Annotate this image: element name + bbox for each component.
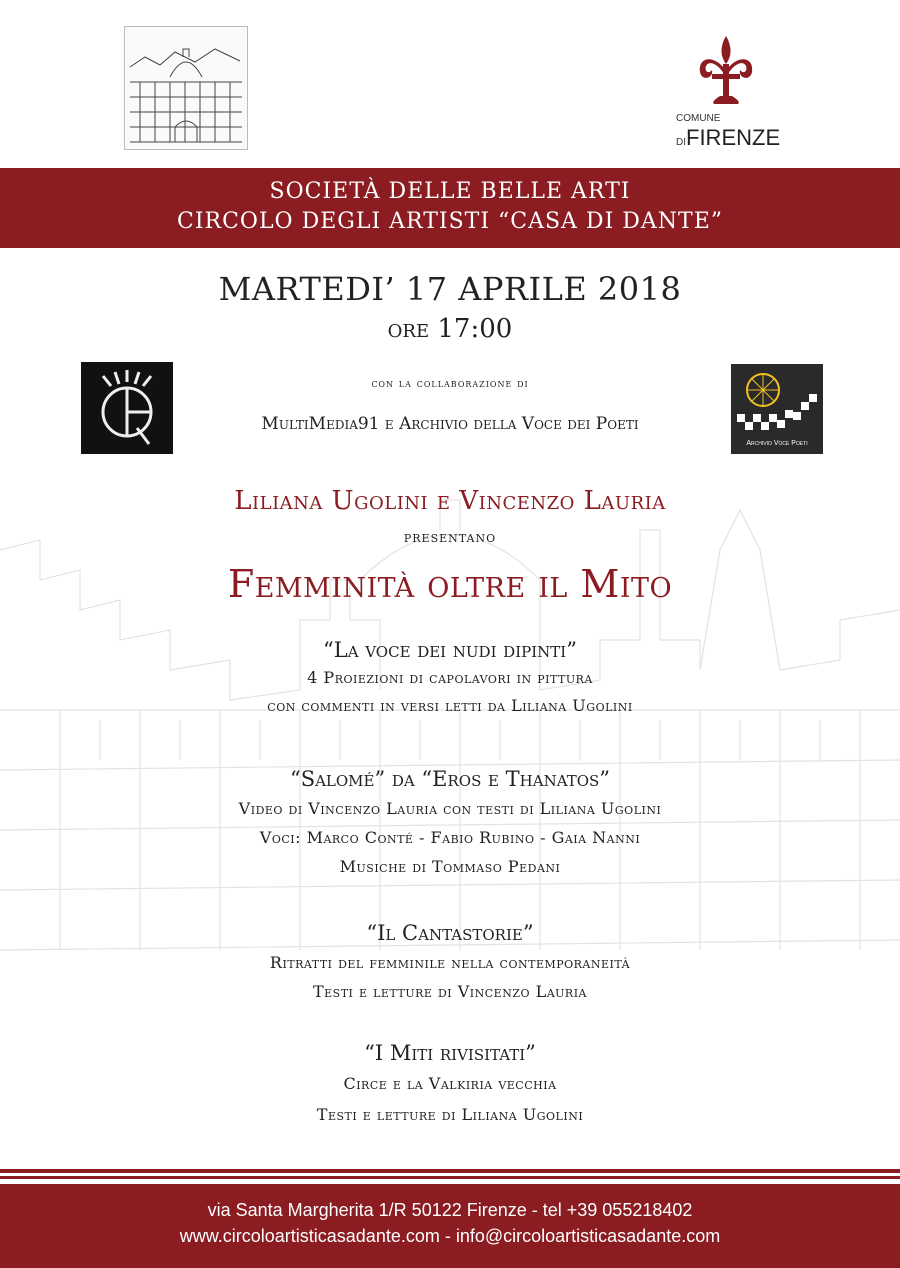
section-1 bbox=[0, 636, 900, 720]
section-line: Testi e letture di Liliana Ugolini bbox=[316, 1105, 584, 1124]
section-line: Video di Vincenzo Lauria con testi di Liliana Ugolini bbox=[238, 799, 662, 818]
firenze-label: FIRENZE bbox=[686, 125, 781, 150]
header-line-2: CIRCOLO DEGLI ARTISTI “CASA DI DANTE” bbox=[176, 209, 724, 234]
section-title: “I Miti rivisitati” bbox=[364, 1041, 536, 1065]
footer-address: via Santa Margherita 1/R 50122 Firenze - tel +39 055218402 bbox=[207, 1200, 693, 1220]
comune-label: COMUNE bbox=[676, 113, 721, 124]
casa-di-dante-logo bbox=[124, 26, 248, 150]
multimedia91-logo bbox=[81, 362, 173, 454]
section-line: Voci: Marco Conté - Fabio Rubino - Gaia Nanni bbox=[259, 828, 641, 847]
event-title: Femminità oltre il Mito bbox=[227, 562, 673, 606]
header-line-1: SOCIETÀ DELLE BELLE ARTI bbox=[269, 179, 631, 204]
presenters-verb: presentano bbox=[403, 528, 497, 546]
footer-web: www.circoloartisticasadante.com - info@circoloartisticasadante.com bbox=[179, 1226, 721, 1246]
section-line: con commenti in versi letti da Liliana Ugolini bbox=[267, 696, 633, 715]
section-line: Ritratti del femminile nella contemporaneità bbox=[269, 953, 631, 972]
section-2 bbox=[0, 764, 900, 881]
city-engraving-icon bbox=[125, 27, 247, 149]
footer-band bbox=[0, 1184, 900, 1268]
section-title: “Il Cantastorie” bbox=[366, 921, 534, 945]
section-title: “Salomé” da “Eros e Thanatos” bbox=[289, 767, 611, 791]
collaboration-names: MultiMedia91 e Archivio della Voce dei Poeti bbox=[261, 414, 639, 434]
section-3 bbox=[0, 918, 900, 1006]
footer-rule-top bbox=[0, 1169, 900, 1173]
fleur-de-lis-icon bbox=[676, 34, 776, 104]
avp-logo-text: Archivio Voce Poeti bbox=[746, 440, 808, 447]
di-label: DI bbox=[676, 137, 686, 148]
section-line: Testi e letture di Vincenzo Lauria bbox=[312, 982, 587, 1001]
collaboration-label: con la collaborazione di bbox=[371, 376, 529, 390]
section-line: Musiche di Tommaso Pedani bbox=[339, 857, 561, 876]
header-band bbox=[0, 168, 900, 248]
event-time: ore 17:00 bbox=[387, 314, 513, 344]
presenters-names: Liliana Ugolini e Vincenzo Lauria bbox=[234, 486, 666, 516]
section-line: 4 Proiezioni di capolavori in pittura bbox=[307, 668, 593, 687]
archivio-voce-poeti-logo bbox=[731, 364, 823, 454]
footer-rule-bottom bbox=[0, 1176, 900, 1179]
section-line: Circe e la Valkiria vecchia bbox=[343, 1074, 557, 1093]
city-skyline-background bbox=[0, 470, 900, 990]
section-title: “La voce dei nudi dipinti” bbox=[323, 638, 577, 662]
multimedia91-emblem-icon bbox=[81, 362, 173, 454]
event-date: MARTEDI’ 17 APRILE 2018 bbox=[218, 270, 682, 308]
section-4 bbox=[0, 1038, 900, 1130]
comune-di-firenze-logo bbox=[676, 34, 781, 150]
